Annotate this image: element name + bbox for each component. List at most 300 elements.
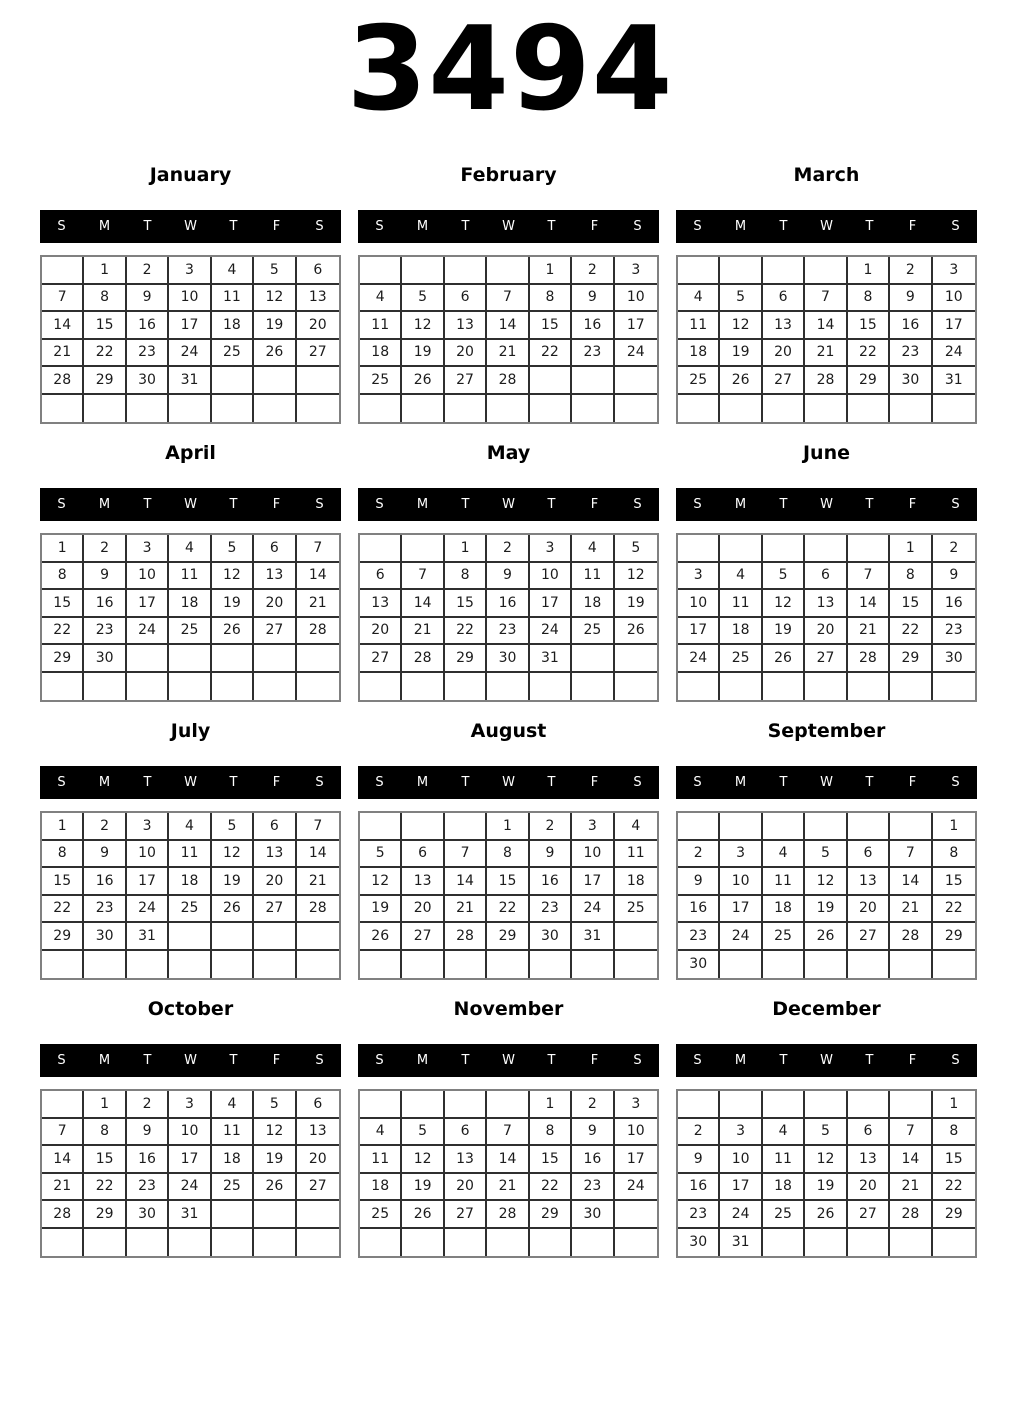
empty-day-cell	[127, 395, 169, 423]
day-cell: 29	[445, 645, 487, 673]
day-cell: 19	[805, 896, 847, 924]
day-cell: 5	[212, 535, 254, 563]
day-cell: 9	[530, 841, 572, 869]
day-cell: 15	[530, 1146, 572, 1174]
weekday-label: S	[633, 775, 642, 790]
day-cell: 22	[42, 896, 84, 924]
weekday-label: T	[229, 497, 238, 512]
empty-day-cell	[169, 923, 211, 951]
weekday-label: M	[416, 219, 429, 234]
day-cell: 14	[890, 868, 932, 896]
weekday-label: T	[143, 1053, 152, 1068]
day-cell: 23	[84, 896, 126, 924]
day-cell: 11	[678, 312, 720, 340]
day-cell: 8	[445, 563, 487, 591]
day-cell: 12	[402, 1146, 444, 1174]
day-cell: 27	[297, 1174, 339, 1202]
empty-day-cell	[127, 1229, 169, 1257]
empty-day-cell	[402, 1229, 444, 1257]
day-cell: 11	[572, 563, 614, 591]
day-cell: 24	[615, 1174, 657, 1202]
day-cell: 2	[572, 1091, 614, 1119]
day-cell: 1	[487, 813, 529, 841]
day-cell: 28	[487, 1201, 529, 1229]
weekday-label: M	[98, 219, 111, 234]
empty-day-cell	[445, 673, 487, 701]
day-cell: 19	[360, 896, 402, 924]
empty-day-cell	[297, 923, 339, 951]
day-cell: 3	[127, 813, 169, 841]
empty-day-cell	[763, 257, 805, 285]
day-cell: 28	[890, 1201, 932, 1229]
empty-day-cell	[445, 395, 487, 423]
day-cell: 16	[678, 896, 720, 924]
empty-day-cell	[42, 1091, 84, 1119]
weekday-label: F	[908, 775, 917, 790]
day-cell: 5	[402, 1119, 444, 1147]
day-cell: 23	[678, 923, 720, 951]
day-cell: 2	[487, 535, 529, 563]
day-cell: 24	[169, 1174, 211, 1202]
day-grid	[358, 255, 659, 424]
empty-day-cell	[212, 367, 254, 395]
day-cell: 9	[933, 563, 975, 591]
day-cell: 7	[487, 1119, 529, 1147]
day-cell: 24	[530, 618, 572, 646]
empty-day-cell	[805, 395, 847, 423]
weekday-header	[676, 1044, 977, 1077]
day-cell: 28	[890, 923, 932, 951]
day-cell: 30	[84, 645, 126, 673]
day-cell: 7	[890, 1119, 932, 1147]
day-cell: 11	[615, 841, 657, 869]
day-cell: 2	[890, 257, 932, 285]
day-cell: 3	[615, 1091, 657, 1119]
day-cell: 2	[127, 1091, 169, 1119]
day-cell: 20	[254, 868, 296, 896]
empty-day-cell	[360, 951, 402, 979]
day-cell: 24	[127, 896, 169, 924]
day-cell: 17	[720, 896, 762, 924]
day-cell: 3	[678, 563, 720, 591]
day-cell: 17	[169, 1146, 211, 1174]
day-cell: 6	[360, 563, 402, 591]
weekday-header	[40, 210, 341, 243]
day-cell: 1	[445, 535, 487, 563]
empty-day-cell	[763, 673, 805, 701]
weekday-label: T	[229, 1053, 238, 1068]
empty-day-cell	[42, 673, 84, 701]
day-cell: 3	[530, 535, 572, 563]
weekday-label: F	[272, 497, 281, 512]
day-cell: 26	[615, 618, 657, 646]
day-cell: 11	[763, 1146, 805, 1174]
empty-day-cell	[805, 257, 847, 285]
weekday-label: S	[57, 497, 66, 512]
day-cell: 23	[678, 1201, 720, 1229]
day-cell: 17	[615, 1146, 657, 1174]
day-cell: 16	[487, 590, 529, 618]
empty-day-cell	[487, 1229, 529, 1257]
day-cell: 18	[720, 618, 762, 646]
day-cell: 23	[127, 1174, 169, 1202]
weekday-label: F	[590, 497, 599, 512]
empty-day-cell	[678, 395, 720, 423]
day-cell: 5	[805, 841, 847, 869]
day-cell: 28	[487, 367, 529, 395]
day-cell: 25	[212, 340, 254, 368]
day-cell: 7	[402, 563, 444, 591]
day-cell: 11	[169, 563, 211, 591]
day-cell: 21	[487, 340, 529, 368]
weekday-label: S	[375, 775, 384, 790]
weekday-label: S	[315, 775, 324, 790]
weekday-label: F	[590, 775, 599, 790]
day-cell: 29	[848, 367, 890, 395]
weekday-label: T	[143, 497, 152, 512]
day-cell: 28	[402, 645, 444, 673]
day-cell: 20	[297, 312, 339, 340]
day-cell: 27	[445, 367, 487, 395]
day-cell: 12	[720, 312, 762, 340]
day-cell: 26	[763, 645, 805, 673]
weekday-label: M	[416, 775, 429, 790]
day-cell: 4	[212, 257, 254, 285]
day-cell: 18	[169, 868, 211, 896]
day-cell: 19	[615, 590, 657, 618]
weekday-label: M	[734, 775, 747, 790]
weekday-label: T	[547, 497, 556, 512]
month-title: October	[147, 998, 234, 1020]
empty-day-cell	[530, 1229, 572, 1257]
empty-day-cell	[127, 951, 169, 979]
day-cell: 2	[572, 257, 614, 285]
weekday-label: F	[272, 775, 281, 790]
day-cell: 5	[805, 1119, 847, 1147]
day-cell: 15	[445, 590, 487, 618]
day-cell: 26	[805, 1201, 847, 1229]
weekday-label: F	[908, 1053, 917, 1068]
weekday-header	[676, 210, 977, 243]
day-cell: 29	[487, 923, 529, 951]
weekday-label: T	[779, 219, 788, 234]
day-cell: 22	[848, 340, 890, 368]
day-cell: 25	[360, 367, 402, 395]
month-title: February	[460, 164, 557, 186]
day-cell: 15	[933, 868, 975, 896]
empty-day-cell	[487, 951, 529, 979]
empty-day-cell	[169, 645, 211, 673]
month-block-july	[40, 711, 341, 989]
weekday-header	[676, 766, 977, 799]
weekday-header	[358, 488, 659, 521]
day-cell: 5	[615, 535, 657, 563]
day-cell: 11	[360, 1146, 402, 1174]
empty-day-cell	[720, 257, 762, 285]
day-cell: 2	[678, 1119, 720, 1147]
empty-day-cell	[890, 395, 932, 423]
day-cell: 3	[169, 257, 211, 285]
day-cell: 30	[84, 923, 126, 951]
day-cell: 4	[212, 1091, 254, 1119]
day-cell: 10	[933, 285, 975, 313]
day-cell: 1	[933, 813, 975, 841]
weekday-header	[40, 766, 341, 799]
month-block-february	[358, 155, 659, 433]
day-cell: 10	[572, 841, 614, 869]
empty-day-cell	[615, 367, 657, 395]
weekday-label: S	[375, 497, 384, 512]
day-cell: 19	[720, 340, 762, 368]
day-cell: 7	[848, 563, 890, 591]
weekday-label: S	[633, 497, 642, 512]
day-cell: 10	[615, 1119, 657, 1147]
empty-day-cell	[42, 395, 84, 423]
weekday-label: W	[502, 1053, 515, 1068]
day-cell: 6	[763, 285, 805, 313]
weekday-label: F	[272, 219, 281, 234]
empty-day-cell	[42, 1229, 84, 1257]
day-cell: 22	[42, 618, 84, 646]
day-cell: 7	[297, 813, 339, 841]
day-cell: 9	[127, 1119, 169, 1147]
day-grid	[676, 811, 977, 980]
day-cell: 29	[42, 923, 84, 951]
day-cell: 11	[763, 868, 805, 896]
empty-day-cell	[487, 673, 529, 701]
day-cell: 1	[42, 535, 84, 563]
day-cell: 13	[254, 841, 296, 869]
day-cell: 9	[890, 285, 932, 313]
day-cell: 13	[254, 563, 296, 591]
empty-day-cell	[42, 951, 84, 979]
empty-day-cell	[169, 395, 211, 423]
weekday-label: T	[461, 219, 470, 234]
day-cell: 15	[84, 312, 126, 340]
day-cell: 31	[169, 1201, 211, 1229]
day-cell: 1	[530, 257, 572, 285]
weekday-label: T	[865, 219, 874, 234]
empty-day-cell	[848, 395, 890, 423]
empty-day-cell	[678, 673, 720, 701]
weekday-label: W	[184, 219, 197, 234]
day-cell: 22	[530, 1174, 572, 1202]
day-cell: 10	[615, 285, 657, 313]
empty-day-cell	[848, 951, 890, 979]
day-cell: 6	[848, 1119, 890, 1147]
weekday-label: M	[98, 497, 111, 512]
day-cell: 28	[848, 645, 890, 673]
day-cell: 10	[127, 563, 169, 591]
day-cell: 27	[360, 645, 402, 673]
day-cell: 20	[297, 1146, 339, 1174]
empty-day-cell	[402, 951, 444, 979]
day-cell: 3	[720, 1119, 762, 1147]
day-cell: 29	[530, 1201, 572, 1229]
day-cell: 25	[678, 367, 720, 395]
month-block-june	[676, 433, 977, 711]
day-cell: 3	[933, 257, 975, 285]
day-cell: 12	[402, 312, 444, 340]
empty-day-cell	[487, 1091, 529, 1119]
day-cell: 21	[890, 1174, 932, 1202]
month-block-october	[40, 989, 341, 1267]
empty-day-cell	[254, 645, 296, 673]
empty-day-cell	[763, 813, 805, 841]
day-cell: 30	[127, 1201, 169, 1229]
day-cell: 6	[254, 535, 296, 563]
weekday-label: T	[461, 497, 470, 512]
day-cell: 20	[763, 340, 805, 368]
empty-day-cell	[360, 673, 402, 701]
weekday-label: T	[779, 1053, 788, 1068]
day-cell: 23	[572, 1174, 614, 1202]
day-cell: 3	[127, 535, 169, 563]
empty-day-cell	[297, 395, 339, 423]
empty-day-cell	[890, 951, 932, 979]
day-cell: 11	[360, 312, 402, 340]
day-cell: 30	[530, 923, 572, 951]
day-cell: 1	[848, 257, 890, 285]
day-cell: 15	[42, 868, 84, 896]
day-cell: 5	[254, 257, 296, 285]
empty-day-cell	[297, 367, 339, 395]
day-cell: 16	[890, 312, 932, 340]
day-cell: 16	[84, 590, 126, 618]
day-cell: 9	[84, 563, 126, 591]
empty-day-cell	[720, 951, 762, 979]
day-cell: 14	[402, 590, 444, 618]
day-cell: 1	[84, 1091, 126, 1119]
day-cell: 13	[763, 312, 805, 340]
empty-day-cell	[890, 1091, 932, 1119]
empty-day-cell	[297, 673, 339, 701]
weekday-label: W	[184, 775, 197, 790]
day-cell: 18	[212, 312, 254, 340]
day-cell: 29	[933, 923, 975, 951]
day-cell: 1	[530, 1091, 572, 1119]
empty-day-cell	[254, 923, 296, 951]
day-cell: 6	[297, 1091, 339, 1119]
day-cell: 15	[42, 590, 84, 618]
day-cell: 26	[805, 923, 847, 951]
day-cell: 9	[487, 563, 529, 591]
weekday-label: T	[779, 497, 788, 512]
day-cell: 20	[445, 340, 487, 368]
day-cell: 17	[720, 1174, 762, 1202]
day-cell: 31	[127, 923, 169, 951]
day-cell: 11	[212, 285, 254, 313]
weekday-label: F	[590, 219, 599, 234]
day-cell: 13	[805, 590, 847, 618]
day-cell: 2	[84, 535, 126, 563]
month-title: July	[170, 720, 211, 742]
day-cell: 16	[933, 590, 975, 618]
weekday-label: S	[951, 497, 960, 512]
empty-day-cell	[678, 257, 720, 285]
empty-day-cell	[805, 673, 847, 701]
empty-day-cell	[169, 1229, 211, 1257]
empty-day-cell	[360, 1229, 402, 1257]
day-cell: 17	[933, 312, 975, 340]
empty-day-cell	[678, 1091, 720, 1119]
day-cell: 30	[933, 645, 975, 673]
weekday-header	[40, 1044, 341, 1077]
day-cell: 2	[678, 841, 720, 869]
day-cell: 2	[127, 257, 169, 285]
weekday-label: M	[98, 1053, 111, 1068]
day-cell: 12	[763, 590, 805, 618]
weekday-label: T	[865, 497, 874, 512]
day-cell: 6	[254, 813, 296, 841]
day-cell: 21	[297, 868, 339, 896]
day-cell: 13	[297, 1119, 339, 1147]
day-cell: 12	[254, 285, 296, 313]
empty-day-cell	[890, 673, 932, 701]
empty-day-cell	[678, 535, 720, 563]
empty-day-cell	[127, 673, 169, 701]
day-cell: 10	[530, 563, 572, 591]
day-cell: 21	[848, 618, 890, 646]
weekday-label: W	[820, 1053, 833, 1068]
weekday-header	[358, 766, 659, 799]
weekday-label: W	[184, 1053, 197, 1068]
day-grid	[358, 811, 659, 980]
empty-day-cell	[572, 673, 614, 701]
weekday-label: T	[547, 219, 556, 234]
month-block-january	[40, 155, 341, 433]
empty-day-cell	[297, 645, 339, 673]
empty-day-cell	[848, 1229, 890, 1257]
day-cell: 8	[933, 1119, 975, 1147]
empty-day-cell	[212, 951, 254, 979]
day-cell: 24	[572, 896, 614, 924]
day-cell: 28	[297, 618, 339, 646]
day-cell: 11	[169, 841, 211, 869]
weekday-label: S	[57, 219, 66, 234]
day-cell: 19	[763, 618, 805, 646]
empty-day-cell	[445, 257, 487, 285]
weekday-label: T	[229, 775, 238, 790]
day-cell: 18	[360, 1174, 402, 1202]
day-cell: 27	[848, 923, 890, 951]
weekday-label: S	[951, 775, 960, 790]
day-cell: 16	[572, 312, 614, 340]
weekday-label: S	[375, 1053, 384, 1068]
weekday-label: M	[416, 1053, 429, 1068]
day-cell: 5	[763, 563, 805, 591]
month-title: September	[767, 720, 886, 742]
day-cell: 14	[297, 563, 339, 591]
weekday-label: W	[820, 497, 833, 512]
empty-day-cell	[212, 1229, 254, 1257]
empty-day-cell	[805, 1091, 847, 1119]
day-cell: 17	[127, 590, 169, 618]
empty-day-cell	[890, 813, 932, 841]
day-cell: 4	[763, 1119, 805, 1147]
day-cell: 4	[763, 841, 805, 869]
day-cell: 15	[530, 312, 572, 340]
weekday-label: W	[184, 497, 197, 512]
month-block-december	[676, 989, 977, 1267]
weekday-label: S	[315, 1053, 324, 1068]
empty-day-cell	[360, 257, 402, 285]
day-cell: 5	[254, 1091, 296, 1119]
day-cell: 30	[678, 951, 720, 979]
day-cell: 1	[84, 257, 126, 285]
day-cell: 12	[360, 868, 402, 896]
day-cell: 24	[678, 645, 720, 673]
